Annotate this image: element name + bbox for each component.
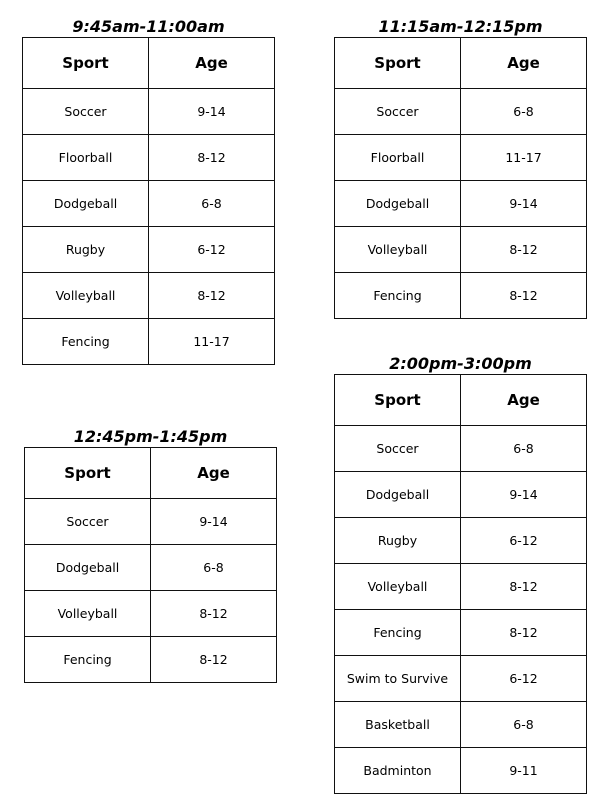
block-time-heading: 12:45pm-1:45pm: [73, 427, 228, 446]
table-row: [25, 545, 277, 591]
sport-column-header: Sport: [335, 375, 461, 426]
table-row: [335, 656, 587, 702]
schedule-block-1245pm: [24, 427, 277, 683]
age-cell: 8-12: [149, 273, 275, 319]
age-cell: 6-8: [151, 545, 277, 591]
sport-cell: Fencing: [23, 319, 149, 365]
sport-cell: Swim to Survive: [335, 656, 461, 702]
schedule-table: [334, 374, 587, 794]
age-cell: 6-8: [149, 181, 275, 227]
table-row: [25, 591, 277, 637]
age-cell: 6-12: [149, 227, 275, 273]
block-time-heading: 2:00pm-3:00pm: [389, 354, 532, 373]
sport-cell: Floorball: [23, 135, 149, 181]
sport-cell: Soccer: [335, 426, 461, 472]
sport-cell: Rugby: [23, 227, 149, 273]
age-cell: 6-8: [461, 702, 587, 748]
sport-cell: Badminton: [335, 748, 461, 794]
table-row: [23, 181, 275, 227]
schedule-table: [334, 37, 587, 319]
age-cell: 11-17: [149, 319, 275, 365]
sport-cell: Soccer: [23, 89, 149, 135]
sport-column-header: Sport: [335, 38, 461, 89]
age-cell: 8-12: [149, 135, 275, 181]
table-row: [335, 610, 587, 656]
age-cell: 11-17: [461, 135, 587, 181]
sport-cell: Basketball: [335, 702, 461, 748]
age-cell: 6-8: [461, 89, 587, 135]
age-cell: 8-12: [151, 591, 277, 637]
table-header-row: [335, 375, 587, 426]
table-row: [335, 227, 587, 273]
sport-cell: Volleyball: [335, 227, 461, 273]
table-header-row: [335, 38, 587, 89]
age-column-header: Age: [461, 375, 587, 426]
age-cell: 6-12: [461, 518, 587, 564]
age-cell: 8-12: [461, 610, 587, 656]
sport-cell: Dodgeball: [23, 181, 149, 227]
table-row: [335, 89, 587, 135]
table-row: [335, 702, 587, 748]
age-cell: 9-11: [461, 748, 587, 794]
schedule-block-200pm: [334, 354, 587, 794]
table-row: [23, 227, 275, 273]
schedule-table: [22, 37, 275, 365]
block-time-heading: 11:15am-12:15pm: [378, 17, 543, 36]
table-row: [335, 426, 587, 472]
age-cell: 9-14: [149, 89, 275, 135]
age-cell: 9-14: [461, 181, 587, 227]
sport-cell: Fencing: [25, 637, 151, 683]
age-cell: 8-12: [151, 637, 277, 683]
table-row: [335, 564, 587, 610]
sport-cell: Dodgeball: [25, 545, 151, 591]
sport-cell: Rugby: [335, 518, 461, 564]
sport-cell: Volleyball: [335, 564, 461, 610]
age-column-header: Age: [149, 38, 275, 89]
sport-cell: Fencing: [335, 273, 461, 319]
sport-cell: Soccer: [25, 499, 151, 545]
sport-cell: Fencing: [335, 610, 461, 656]
age-cell: 8-12: [461, 564, 587, 610]
table-row: [335, 748, 587, 794]
table-header-row: [25, 448, 277, 499]
sport-cell: Soccer: [335, 89, 461, 135]
sport-column-header: Sport: [25, 448, 151, 499]
schedule-table: [24, 447, 277, 683]
table-row: [25, 637, 277, 683]
sport-cell: Dodgeball: [335, 181, 461, 227]
table-row: [23, 273, 275, 319]
table-row: [23, 135, 275, 181]
age-cell: 6-8: [461, 426, 587, 472]
age-column-header: Age: [461, 38, 587, 89]
schedule-block-1115am: [334, 17, 587, 319]
age-column-header: Age: [151, 448, 277, 499]
table-row: [23, 319, 275, 365]
age-cell: 8-12: [461, 273, 587, 319]
sport-cell: Volleyball: [23, 273, 149, 319]
table-header-row: [23, 38, 275, 89]
age-cell: 6-12: [461, 656, 587, 702]
age-cell: 9-14: [151, 499, 277, 545]
table-row: [25, 499, 277, 545]
table-row: [335, 472, 587, 518]
sport-cell: Floorball: [335, 135, 461, 181]
table-row: [335, 135, 587, 181]
age-cell: 9-14: [461, 472, 587, 518]
block-time-heading: 9:45am-11:00am: [72, 17, 225, 36]
table-row: [335, 273, 587, 319]
schedule-block-945am: [22, 17, 275, 365]
sport-cell: Volleyball: [25, 591, 151, 637]
sport-column-header: Sport: [23, 38, 149, 89]
age-cell: 8-12: [461, 227, 587, 273]
table-row: [335, 518, 587, 564]
table-row: [23, 89, 275, 135]
table-row: [335, 181, 587, 227]
sport-cell: Dodgeball: [335, 472, 461, 518]
